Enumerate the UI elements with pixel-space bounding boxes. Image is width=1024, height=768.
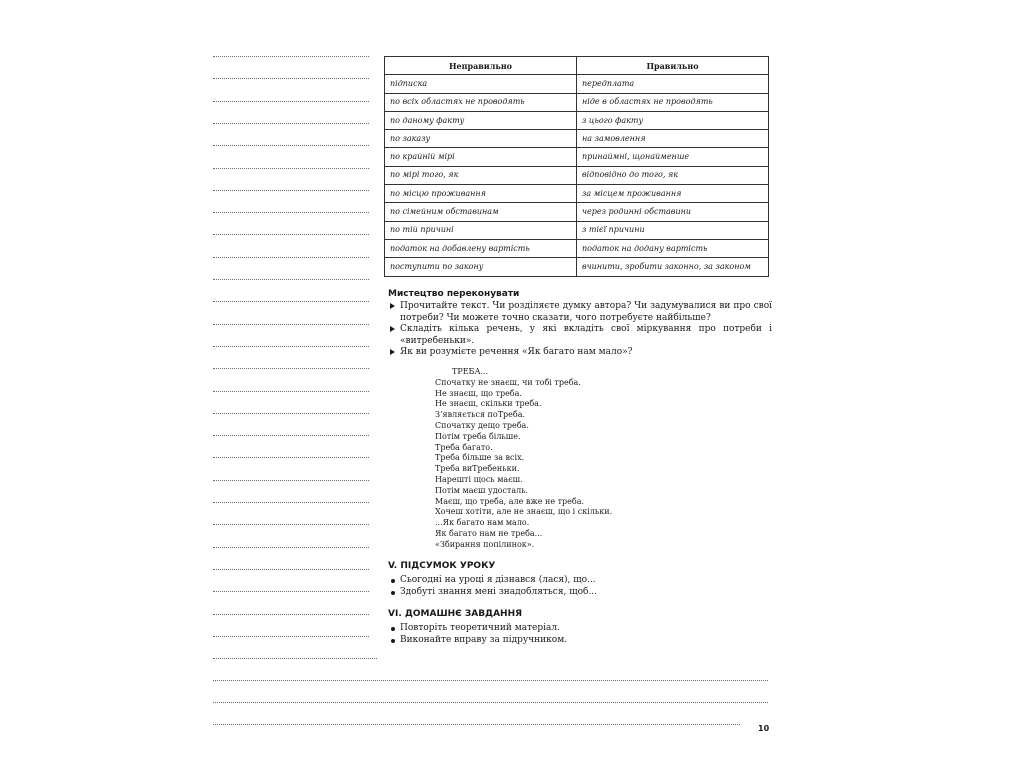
header-wrong: Неправильно — [385, 57, 577, 75]
note-line — [213, 234, 369, 235]
table-row — [385, 239, 769, 257]
bullet-dot-icon — [391, 627, 395, 631]
bullet-text: Сьогодні на уроці я дізнався (лася), що... — [400, 575, 596, 585]
poem-line: Хочеш хотіти, але не знаєш, що і скільки. — [435, 507, 613, 517]
poem-line: Нарешті щось маєш. — [435, 474, 523, 484]
table-row — [385, 203, 769, 221]
homework-list — [388, 623, 772, 646]
page-number: 10 — [758, 724, 770, 733]
note-line — [213, 346, 369, 347]
note-line — [213, 324, 369, 325]
cell-wrong: по всіх областях не проводять — [385, 93, 577, 111]
cell-wrong: по місцю проживання — [385, 185, 577, 203]
cell-right: через родинні обставини — [577, 203, 769, 221]
table-row — [385, 93, 769, 111]
cell-wrong: підписка — [385, 75, 577, 93]
cell-wrong: по мірі того, як — [385, 166, 577, 184]
header-right: Правильно — [577, 57, 769, 75]
note-line — [213, 145, 369, 146]
poem-line: Маєш, що треба, але вже не треба. — [435, 496, 585, 506]
cell-wrong: по крайній мірі — [385, 148, 577, 166]
poem-line: Як багато нам не треба... — [435, 528, 543, 538]
notes-column — [0, 0, 1, 1]
note-line — [213, 457, 369, 458]
note-line — [213, 569, 369, 570]
section-title-summary: V. ПІДСУМОК УРОКУ — [388, 561, 496, 571]
section-title-homework: VI. ДОМАШНЄ ЗАВДАННЯ — [388, 609, 523, 619]
bullet-dot-icon — [391, 639, 395, 643]
note-line — [213, 658, 377, 659]
persuasion-task-list — [388, 301, 772, 359]
cell-right: на замовлення — [577, 130, 769, 148]
bullet-item — [388, 587, 772, 599]
arrow-bullet-icon — [390, 326, 395, 332]
table-row — [385, 185, 769, 203]
cell-right: податок на додану вартість — [577, 239, 769, 257]
cell-right: з цього факту — [577, 111, 769, 129]
poem-line: Спочатку не знаєш, чи тобі треба. — [435, 377, 581, 387]
note-line — [213, 212, 369, 213]
bullet-text: Виконайте вправу за підручником. — [400, 634, 568, 645]
poem-title: ТРЕБА... — [452, 367, 489, 376]
poem-line: Треба виТребеньки. — [435, 464, 520, 474]
cell-right: з тієї причини — [577, 221, 769, 239]
note-line — [213, 368, 369, 369]
task-text: Як ви розумієте речення «Як багато нам мало»? — [400, 347, 633, 357]
table-row — [385, 111, 769, 129]
persuasion-section — [388, 288, 772, 359]
note-line — [213, 279, 369, 280]
bullet-dot-icon — [391, 579, 395, 583]
note-line — [213, 547, 369, 548]
cell-right: принаймні, щонайменше — [577, 148, 769, 166]
note-line — [213, 56, 369, 57]
poem-line: Треба багато. — [435, 442, 493, 452]
table-row — [385, 258, 769, 276]
note-line — [213, 78, 369, 79]
bullet-item — [388, 635, 772, 647]
cell-right: вчинити, зробити законно, за законом — [577, 258, 769, 276]
poem-line: З’являється поТреба. — [435, 410, 526, 420]
homework-section — [388, 608, 772, 646]
poem-line: Треба більше за всіх. — [435, 453, 525, 463]
bullet-text: Здобуті знання мені знадобляться, щоб... — [400, 586, 598, 597]
table-row — [385, 130, 769, 148]
bullet-text: Повторіть теоретичний матеріал. — [400, 623, 560, 633]
cell-right: ніде в областях не проводять — [577, 93, 769, 111]
table-body — [385, 75, 769, 276]
cell-right: відповідно до того, як — [577, 166, 769, 184]
poem-line: «Збирання попілинок». — [435, 539, 535, 549]
note-line — [213, 190, 369, 191]
poem-lines — [435, 378, 612, 551]
cell-right: за місцем проживання — [577, 185, 769, 203]
note-line — [213, 413, 369, 414]
note-line — [213, 257, 369, 258]
note-line — [213, 123, 369, 124]
cell-right: передплата — [577, 75, 769, 93]
poem-line: Не знаєш, що треба. — [435, 388, 522, 398]
cell-wrong: поступити по закону — [385, 258, 577, 276]
note-line — [213, 435, 369, 436]
note-line-wide — [213, 724, 740, 725]
note-line — [213, 101, 369, 102]
task-item — [388, 301, 772, 324]
summary-list — [388, 575, 772, 598]
poem-line: Потім маєш удосталь. — [435, 485, 529, 495]
arrow-bullet-icon — [390, 349, 395, 355]
bullet-item — [388, 623, 772, 635]
task-item — [388, 347, 772, 359]
usage-comparison-table — [384, 56, 769, 277]
poem-line: Спочатку дещо треба. — [435, 420, 529, 430]
task-item — [388, 324, 772, 347]
note-line — [213, 636, 369, 637]
poem — [435, 367, 612, 551]
note-line — [213, 391, 369, 392]
summary-section — [388, 560, 772, 598]
task-text: Складіть кілька речень, у які вкладіть свої міркування про потреби і «витребеньки». — [400, 324, 772, 346]
note-line-wide — [213, 680, 768, 681]
cell-wrong: по сімейним обставинам — [385, 203, 577, 221]
section-title-persuasion: Мистецтво переконувати — [388, 289, 520, 299]
note-line — [213, 614, 369, 615]
task-text: Прочитайте текст. Чи розділяєте думку автора? Чи задумувалися ви про свої потреби? Чи можете точно сказати, чого потребуєте найбільше? — [400, 301, 772, 323]
cell-wrong: податок на добавлену вартість — [385, 239, 577, 257]
poem-line: Не знаєш, скільки треба. — [435, 399, 542, 409]
bullet-item — [388, 575, 772, 587]
table-row — [385, 166, 769, 184]
table-header-row — [385, 57, 769, 75]
note-line — [213, 502, 369, 503]
note-line — [213, 480, 369, 481]
poem-line: Потім треба більше. — [435, 431, 521, 441]
arrow-bullet-icon — [390, 303, 395, 309]
note-line-wide — [213, 702, 768, 703]
table-row — [385, 148, 769, 166]
note-line — [213, 168, 369, 169]
bullet-dot-icon — [391, 591, 395, 595]
note-line — [213, 524, 369, 525]
note-line — [213, 591, 369, 592]
poem-line: ...Як багато нам мало. — [435, 518, 530, 528]
cell-wrong: по тій причині — [385, 221, 577, 239]
cell-wrong: по заказу — [385, 130, 577, 148]
note-line — [213, 301, 369, 302]
table-row — [385, 221, 769, 239]
cell-wrong: по даному факту — [385, 111, 577, 129]
table-row — [385, 75, 769, 93]
